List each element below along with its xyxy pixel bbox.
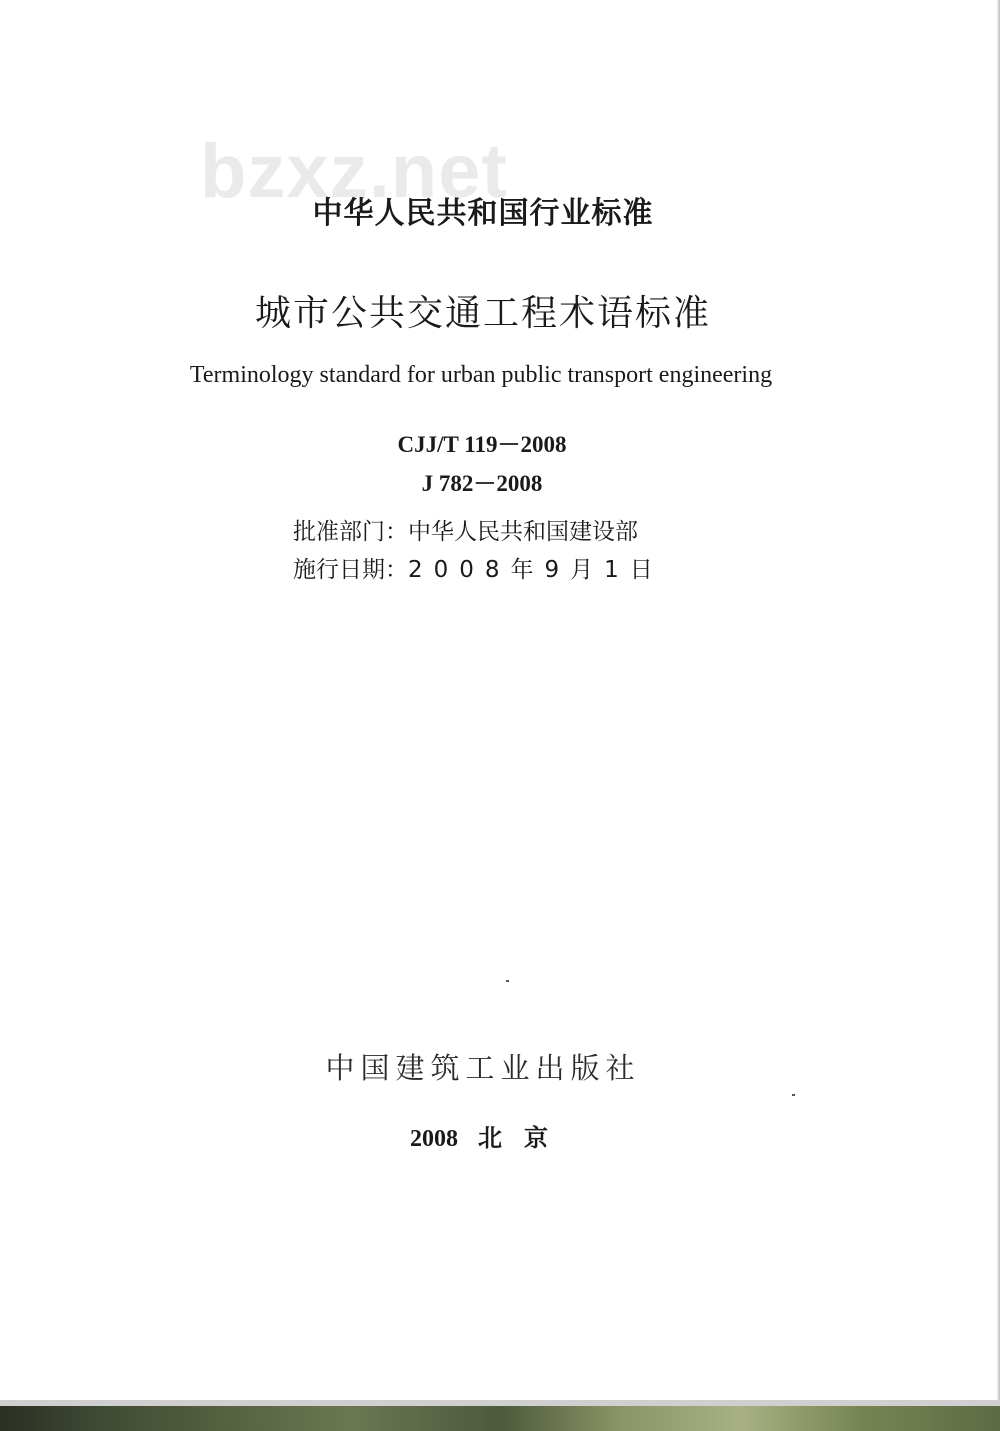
speck-mark — [792, 1094, 795, 1096]
publisher-name: 中国建筑工业出版社 — [325, 1051, 641, 1085]
approval-value: 中华人民共和国建设部 — [408, 519, 638, 545]
effective-date-row — [293, 551, 664, 584]
approval-label: 批准部门： — [293, 519, 408, 545]
title-english: Terminology standard for urban public transport engineering — [189, 362, 773, 388]
effective-label: 施行日期： — [293, 557, 408, 583]
effective-value: 2008年9月1日 — [408, 557, 664, 583]
publication-place — [410, 1118, 570, 1153]
watermark: bzxz.net — [200, 129, 508, 214]
title-chinese: 城市公共交通工程术语标准 — [254, 293, 711, 334]
background-photo-strip — [0, 1400, 1000, 1431]
publication-year: 2008 — [410, 1126, 458, 1152]
issuer-heading: 中华人民共和国行业标准 — [312, 196, 654, 231]
standard-code: CJJ/T 119－2008 — [397, 432, 567, 457]
record-code: J 782－2008 — [421, 471, 543, 496]
approval-row — [293, 513, 638, 546]
page-bottom-edge — [0, 1400, 1000, 1406]
speck-mark — [506, 980, 509, 982]
publication-city: 北京 — [478, 1124, 570, 1152]
